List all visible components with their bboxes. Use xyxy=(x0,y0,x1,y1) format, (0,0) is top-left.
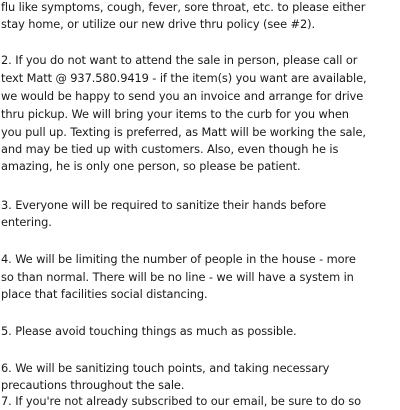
paragraph-1-line-2: stay home, or utilize our new drive thru policy (see #2). xyxy=(1,17,315,31)
item-3-line-1: 3. Everyone will be required to sanitize their hands before xyxy=(1,198,327,212)
item-6-line-2: precautions throughout the sale. xyxy=(1,378,185,392)
item-2-line-4: thru pickup. We will bring your items to the curb for you when xyxy=(1,107,349,121)
item-2-line-5: you pull up. Texting is preferred, as Matt will be working the sale, xyxy=(1,125,366,139)
item-2-line-7: amazing, he is only one person, so please be patient. xyxy=(1,159,301,173)
item-4-line-2: so than normal. There will be no line - we will have a system in xyxy=(1,270,354,284)
item-2-line-1: 2. If you do not want to attend the sale in person, please call or xyxy=(1,53,358,67)
item-2-line-6: and may be tied up with customers. Also, even though he is xyxy=(1,142,339,156)
item-4-line-1: 4. We will be limiting the number of people in the house - more xyxy=(1,252,356,266)
item-2-line-3: we would be happy to send you an invoice and arrange for drive xyxy=(1,89,364,103)
item-5-line-1: 5. Please avoid touching things as much as possible. xyxy=(1,324,297,338)
paragraph-1-line-1: flu like symptoms, cough, fever, sore throat, etc. to please either xyxy=(1,0,366,14)
item-4-line-3: place that facilities social distancing. xyxy=(1,287,208,301)
item-2-line-2: text Matt @ 937.580.9419 - if the item(s) you want are available, xyxy=(1,71,367,85)
item-6-line-1: 6. We will be sanitizing touch points, and taking necessary xyxy=(1,361,330,375)
item-7-line-1: 7. If you're not already subscribed to our email, be sure to do so xyxy=(1,394,362,408)
item-3-line-2: entering. xyxy=(1,215,52,229)
